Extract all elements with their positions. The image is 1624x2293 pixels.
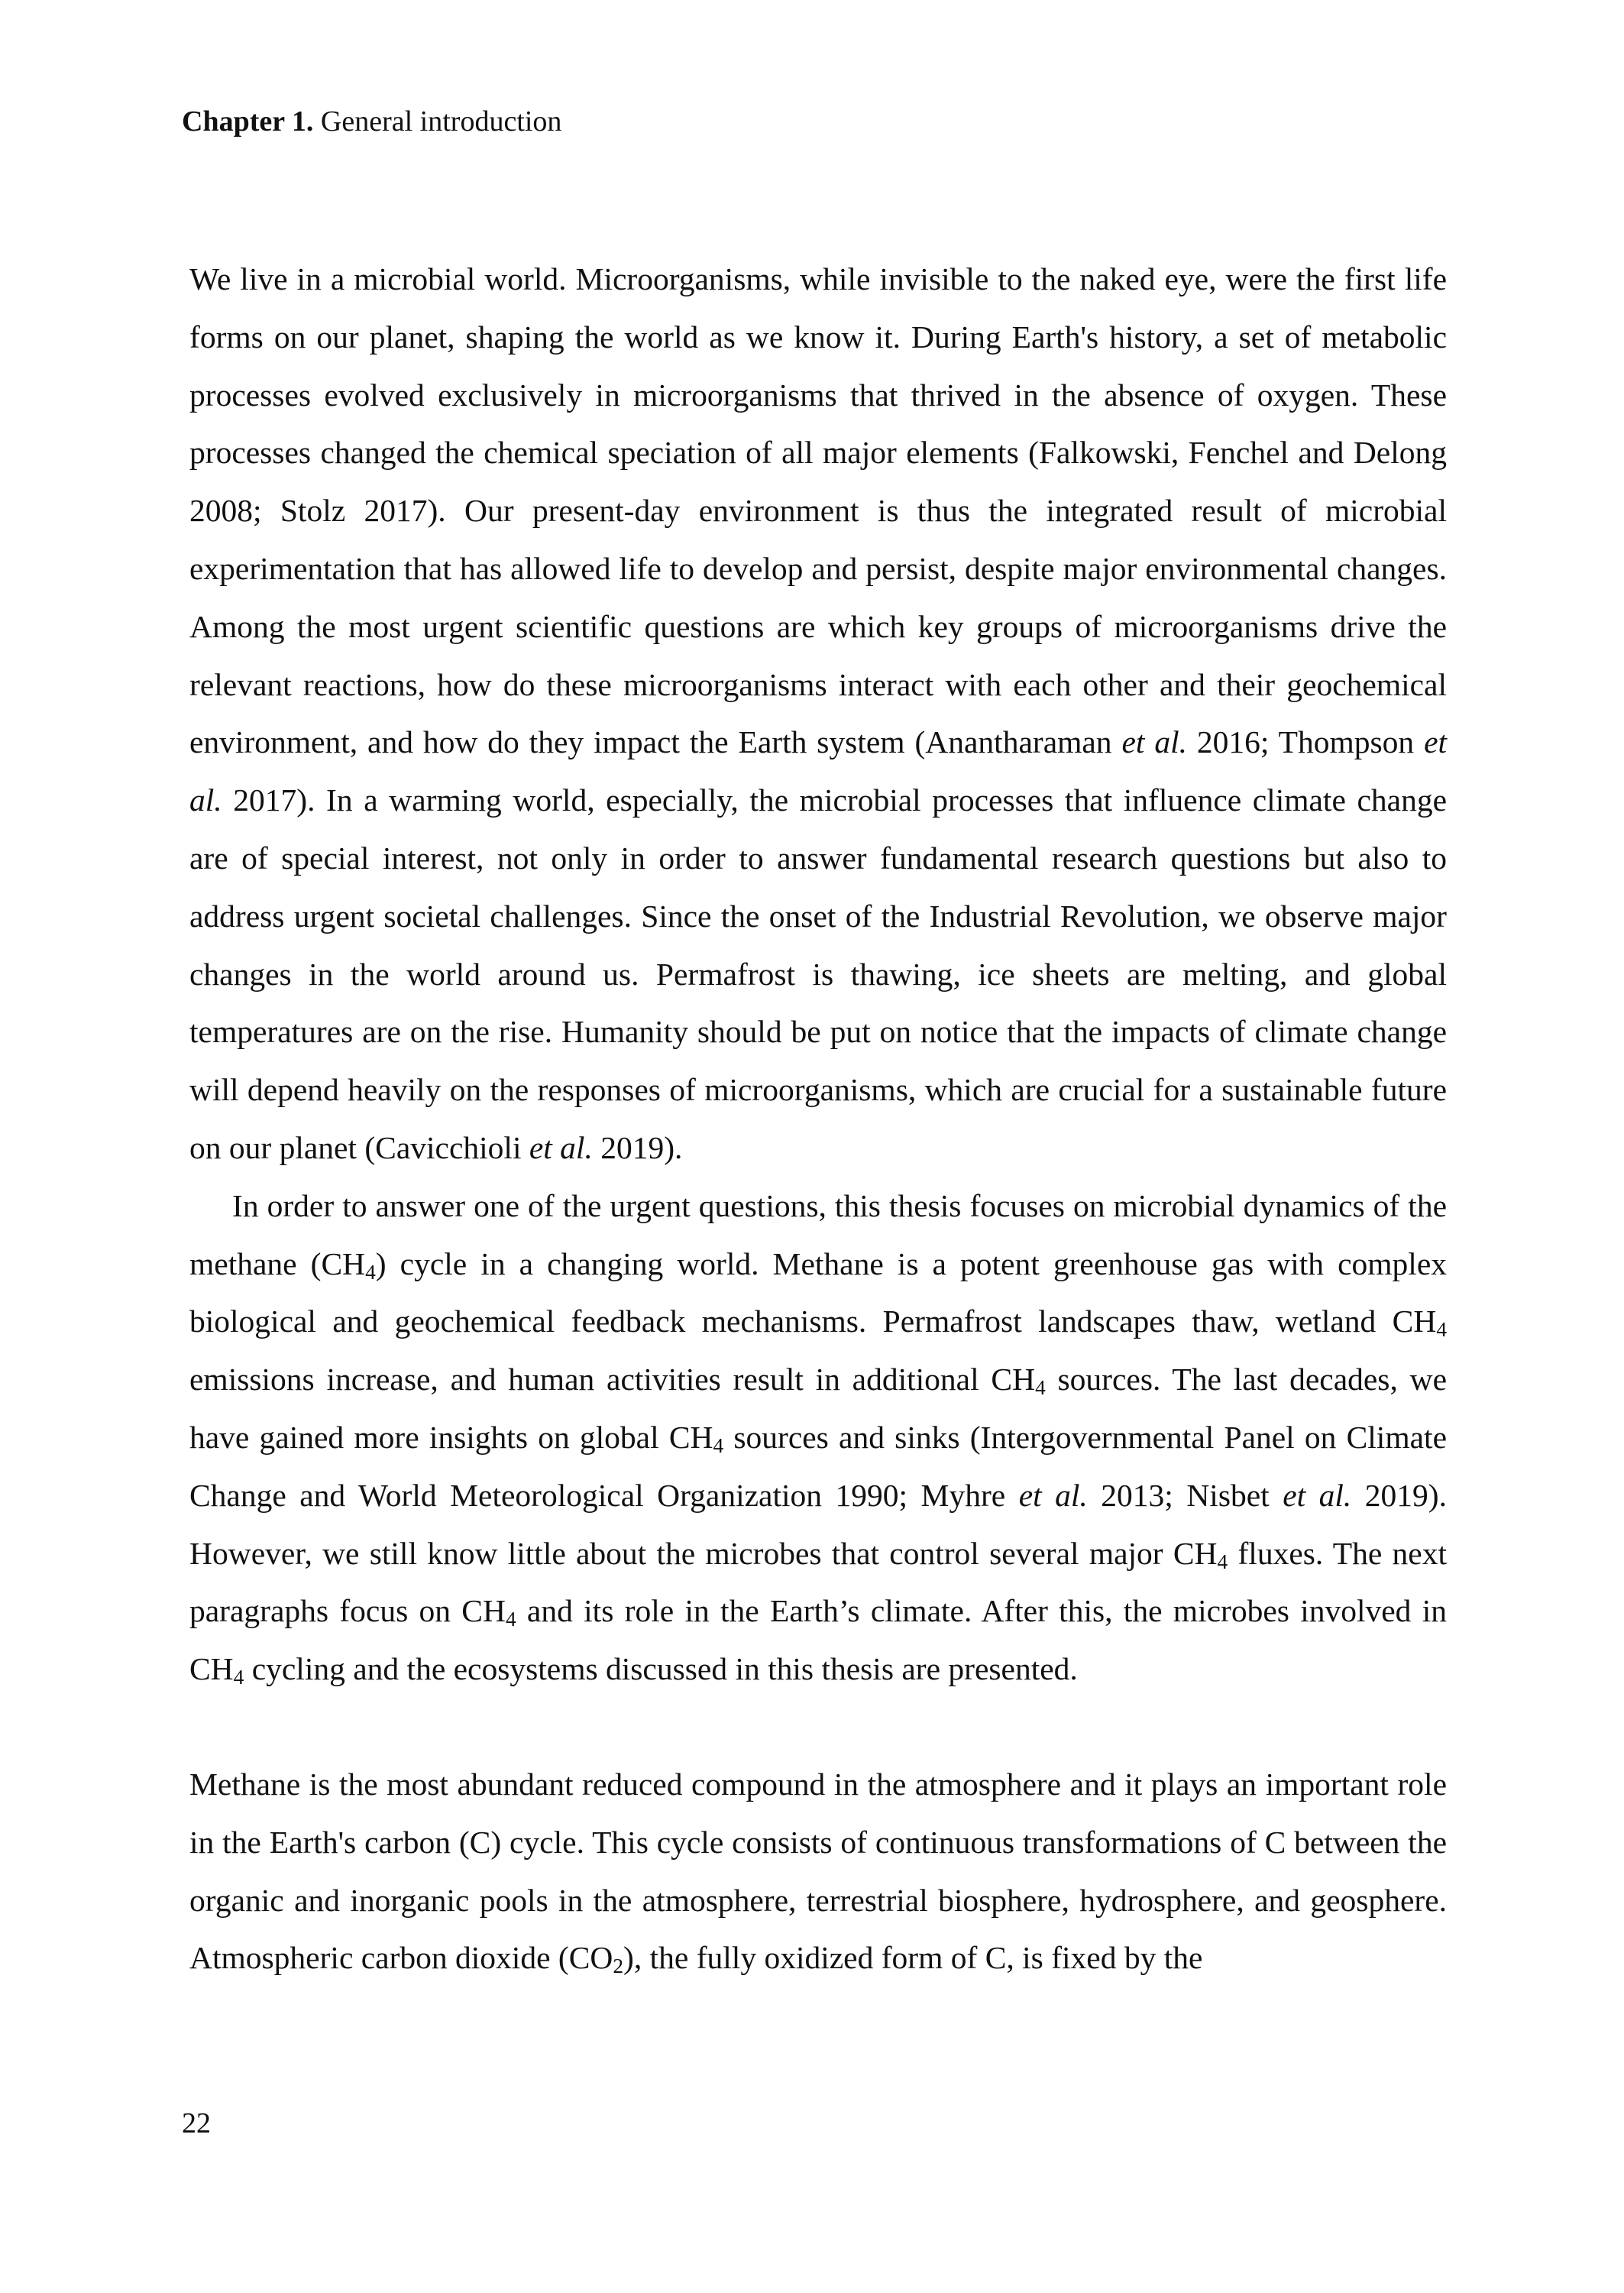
text-run: We live in a microbial world. Microorganisms, while invisible to the naked eye, were the first life forms on our planet, shaping the world as we know it. During Earth's history, a set of metabolic processes evolved exclusively in microorganisms that thrived in the absence of oxygen. These processes changed the chemical speciation of all major elements (Falkowski, Fenchel and Delong 2008; Stolz 2017). Our present-day environment is thus the integrated result of microbial experimentation that has allowed life to develop and persist, despite major environmental changes. Among the most urgent scientific questions are which key groups of microorganisms drive the relevant reactions, how do these microorganisms interact with each other and their geochemical environment, and how do they impact the Earth system (Anantharaman	[189, 261, 1447, 760]
text-run: sources and sinks (Intergovernmental Panel on Climate Change and World Meteorological Organization 1990; Myhre	[189, 1419, 1447, 1513]
chemical-subscript: 4	[1436, 1318, 1447, 1342]
citation-etal: et al.	[529, 1129, 593, 1165]
running-header	[182, 102, 561, 141]
text-run: In order to answer one of the urgent questions, this thesis focuses on microbial dynamics of the methane (CH	[189, 1187, 1447, 1281]
text-run: Methane is the most abundant reduced compound in the atmosphere and it plays an important role in the Earth's carbon (C) cycle. This cycle consists of continuous transformations of C between the organic and inorganic pools in the atmosphere, terrestrial biosphere, hydrosphere, and geosphere. Atmospheric carbon dioxide (CO	[189, 1766, 1447, 1976]
text-run: 2019). However, we still know little about the microbes that control several major CH	[189, 1477, 1447, 1571]
text-run: and its role in the Earth’s climate. After this, the microbes involved in CH	[189, 1593, 1447, 1687]
citation-etal: et al.	[1283, 1477, 1352, 1513]
chemical-subscript: 4	[505, 1608, 516, 1631]
page-number: 22	[182, 2107, 211, 2139]
chemical-subscript: 2	[613, 1955, 624, 1978]
text-run: cycling and the ecosystems discussed in this thesis are presented.	[244, 1651, 1078, 1687]
text-run: ), the fully oxidized form of C, is fixed by the	[623, 1940, 1203, 1976]
paragraph-3	[189, 1756, 1447, 1987]
citation-etal: et al.	[189, 724, 1448, 818]
paragraph-2	[189, 1177, 1447, 1699]
chemical-subscript: 4	[713, 1433, 724, 1457]
citation-etal: et al.	[1121, 724, 1188, 760]
chemical-subscript: 4	[365, 1260, 376, 1284]
text-run: fluxes. The next paragraphs focus on CH	[189, 1535, 1448, 1629]
text-run: 2013; Nisbet	[1087, 1477, 1283, 1513]
chapter-label: Chapter 1.	[182, 105, 314, 138]
text-run: emissions increase, and human activities result in additional CH	[189, 1362, 1036, 1397]
chapter-title: General introduction	[320, 105, 562, 138]
chemical-subscript: 4	[233, 1666, 244, 1689]
chemical-subscript: 4	[1035, 1376, 1046, 1400]
text-run: 2017). In a warming world, especially, the microbial processes that influence climate change are of special interest, not only in order to answer fundamental research questions but also to address urgent societal challenges. Since the onset of the Industrial Revolution, we observe major changes in the world around us. Permafrost is thawing, ice sheets are melting, and global temperatures are on the rise. Humanity should be put on notice that the impacts of climate change will depend heavily on the responses of microorganisms, which are crucial for a sustainable future on our planet (Cavicchioli	[189, 782, 1447, 1165]
text-run: 2019).	[592, 1129, 683, 1165]
paragraph-1	[189, 251, 1447, 1177]
citation-etal: et al.	[1018, 1477, 1088, 1513]
text-run: 2016; Thompson	[1187, 724, 1425, 760]
text-run: sources. The last decades, we have gained more insights on global CH	[189, 1362, 1447, 1455]
text-run: ) cycle in a changing world. Methane is a potent greenhouse gas with complex biological and geochemical feedback mechanisms. Permafrost landscapes thaw, wetland CH	[189, 1245, 1447, 1339]
body-text	[189, 251, 1447, 1987]
chemical-subscript: 4	[1217, 1550, 1228, 1573]
